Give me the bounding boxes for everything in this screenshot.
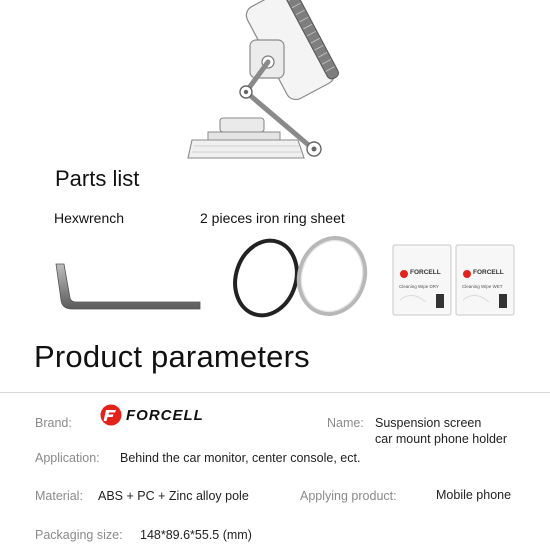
- hexwrench-label: Hexwrench: [54, 210, 125, 226]
- hexwrench-image: [48, 260, 208, 314]
- iron-ring-image: [228, 234, 378, 320]
- application-value: Behind the car monitor, center console, ect.: [120, 451, 361, 465]
- car-mount-illustration: [180, 0, 370, 160]
- name-value-line2: car mount phone holder: [375, 432, 508, 446]
- packaging-size-value: 148*89.6*55.5 (mm): [140, 528, 252, 542]
- wipe-dry-brand: FORCELL: [410, 269, 441, 276]
- forcell-logo-text: FORCELL: [126, 407, 204, 424]
- name-value-line1: Suspension screen: [375, 416, 482, 430]
- applying-product-label: Applying product:: [300, 489, 397, 503]
- forcell-logo: [100, 404, 224, 426]
- wipe-wet-brand: FORCELL: [473, 269, 504, 276]
- wipe-dry-label: Cleaning Wipe DRY: [399, 284, 439, 289]
- packaging-size-label: Packaging size:: [35, 528, 123, 542]
- material-value: ABS + PC + Zinc alloy pole: [98, 489, 249, 503]
- parts-list-title: Parts list: [55, 166, 140, 191]
- name-label: Name:: [327, 416, 364, 430]
- divider: [0, 392, 550, 393]
- product-parameters-title: Product parameters: [34, 339, 310, 374]
- material-label: Material:: [35, 489, 83, 503]
- wipe-wet-label: Cleaning Wipe WET: [462, 284, 503, 289]
- application-label: Application:: [35, 451, 100, 465]
- applying-product-value: Mobile phone: [436, 488, 512, 502]
- iron-ring-label: 2 pieces iron ring sheet: [200, 210, 345, 226]
- brand-label: Brand:: [35, 416, 72, 430]
- cleaning-wipes-image: [392, 244, 516, 316]
